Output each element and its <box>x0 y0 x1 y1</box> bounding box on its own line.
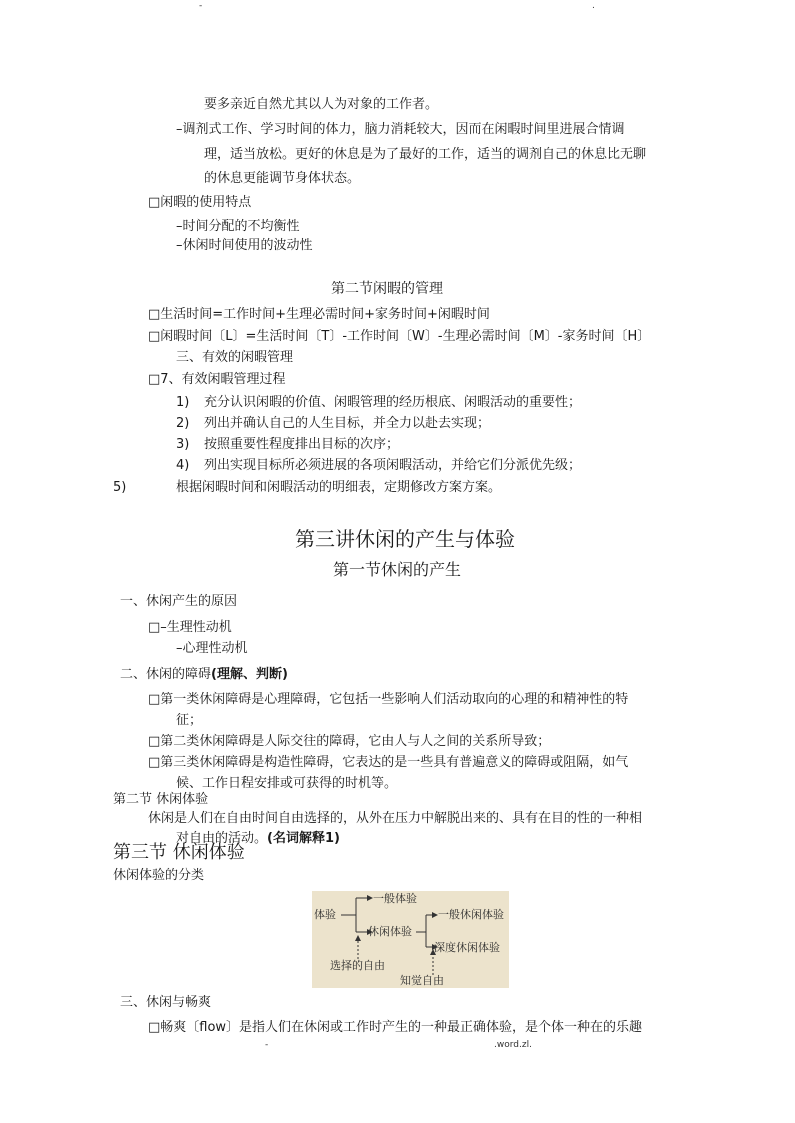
diagram-node-general: 一般体验 <box>373 892 417 905</box>
step-number: 4) <box>176 458 190 473</box>
text-line: 休闲是人们在自由时间自由选择的，从外在压力中解脱出来的、具有在目的性的一种相 <box>148 811 643 826</box>
text-line: 要多亲近自然尤其以人为对象的工作者。 <box>204 97 439 112</box>
text-line: □7、有效闲暇管理过程 <box>148 372 286 387</box>
text-line: □闲暇时间〔L〕=生活时间〔T〕-工作时间〔W〕-生理必需时间〔M〕-家务时间〔H〕 <box>148 329 651 344</box>
header-right-mark: . <box>592 1 595 11</box>
definition-end: 对自由的活动。 <box>176 831 268 846</box>
step-text: 列出实现目标所必须进展的各项闲暇活动，并给它们分派优先级； <box>204 458 582 473</box>
text-line: 三、休闲与畅爽 <box>120 995 212 1010</box>
text-line: 征； <box>176 713 203 728</box>
step-number: 1) <box>176 395 190 410</box>
section-heading: 第三节 休闲体验 <box>113 842 245 863</box>
step-number: 2) <box>176 416 190 431</box>
section-heading: 第二节 休闲体验 <box>113 792 209 807</box>
text-line <box>120 668 288 681</box>
text-line: 休闲体验的分类 <box>113 868 205 883</box>
diagram-node-general-leisure: 一般休闲体验 <box>438 908 504 921</box>
step-text: 充分认识闲暇的价值、闲暇管理的经历根底、闲暇活动的重要性； <box>204 395 582 410</box>
exam-note: (名词解释1) <box>267 831 340 846</box>
section-heading: 第一节休闲的产生 <box>333 560 462 579</box>
step-number: 5) <box>113 480 127 495</box>
step-number: 3) <box>176 437 190 452</box>
text-line: 候、工作日程安排或可获得的时机等。 <box>176 776 398 791</box>
text-line: –心理性动机 <box>176 641 248 656</box>
footer-left-mark: - <box>265 1040 269 1050</box>
text-line: □生活时间=工作时间+生理必需时间+家务时间+闲暇时间 <box>148 307 490 322</box>
step-text: 列出并确认自己的人生目标，并全力以赴去实现； <box>204 416 491 431</box>
text-line: –休闲时间使用的波动性 <box>176 238 313 253</box>
text-line: □第三类休闲障碍是构造性障碍，它表达的是一些具有普遍意义的障碍或阻隔，如气 <box>148 755 629 770</box>
text-line: 的休息更能调节身体状态。 <box>204 171 361 186</box>
experience-classification-diagram <box>312 891 509 988</box>
diagram-label-free-choice: 选择的自由 <box>330 959 385 972</box>
text-line: □–生理性动机 <box>148 620 232 635</box>
obstacle-heading: 二、休闲的障碍 <box>120 667 212 682</box>
diagram-node-leisure: 休闲体验 <box>368 925 412 938</box>
text-line: –时间分配的不均衡性 <box>176 219 300 234</box>
diagram-node-deep-leisure: 深度休闲体验 <box>434 941 500 954</box>
diagram-node-root: 体验 <box>314 908 336 921</box>
exam-note: (理解、判断) <box>211 667 288 682</box>
text-line: 理，适当放松。更好的休息是为了最好的工作，适当的调剂自己的休息比无聊 <box>204 147 647 162</box>
step-text: 根据闲暇时间和闲暇活动的明细表，定期修改方案方案。 <box>176 480 502 495</box>
text-line: □畅爽〔flow〕是指人们在休闲或工作时产生的一种最正确体验，是个体一种在的乐趣 <box>148 1020 643 1035</box>
lecture-title: 第三讲休闲的产生与体验 <box>295 527 515 551</box>
section-heading: 第二节闲暇的管理 <box>331 281 443 297</box>
header-left-mark: - <box>199 1 203 11</box>
diagram-label-perceived-freedom: 知觉自由 <box>400 974 444 987</box>
text-line: 一、休闲产生的原因 <box>120 594 238 609</box>
text-line: –调剂式工作、学习时间的体力，脑力消耗较大，因而在闲暇时间里进展合情调 <box>176 122 625 137</box>
text-line: 三、有效的闲暇管理 <box>176 350 294 365</box>
text-line: □第一类休闲障碍是心理障碍，它包括一些影响人们活动取向的心理的和精神性的特 <box>148 692 629 707</box>
step-text: 按照重要性程度排出目标的次序； <box>204 437 400 452</box>
footer-right-mark: .word.zl. <box>494 1040 532 1050</box>
text-line: □第二类休闲障碍是人际交往的障碍，它由人与人之间的关系所导致； <box>148 734 551 749</box>
text-line: □闲暇的使用特点 <box>148 195 252 210</box>
